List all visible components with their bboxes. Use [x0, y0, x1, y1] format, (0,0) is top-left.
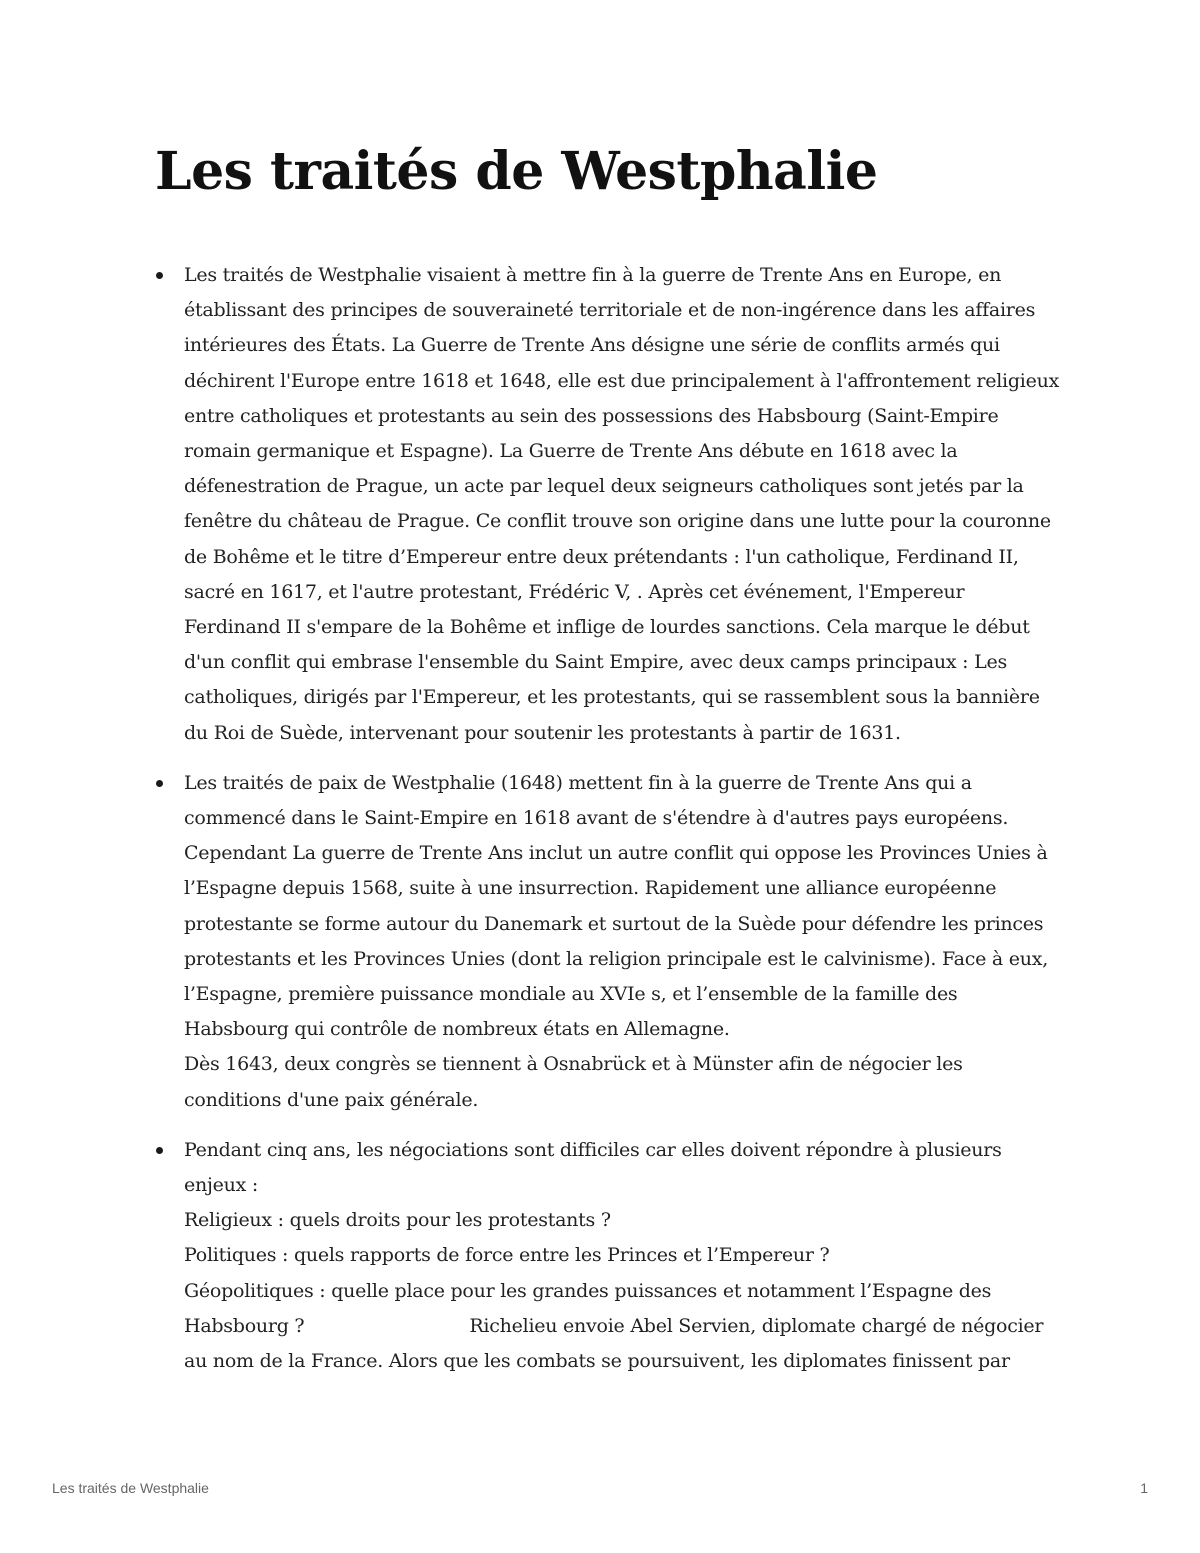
paragraph-text: Pendant cinq ans, les négociations sont difficiles car elles doivent répondre à plusieurs enjeux :: [184, 1138, 1002, 1197]
bullet-list: [155, 258, 1060, 1394]
paragraph-text: [184, 1274, 1060, 1380]
paragraph-text-end: Richelieu envoie Abel Servien, diplomate chargé de négocier au nom de la France. Alors que les combats se poursuivent, les diplomates finissent par: [184, 1314, 1044, 1373]
paragraph-text: Politiques : quels rapports de force entre les Princes et l’Empereur ?: [184, 1244, 830, 1267]
page-footer: [52, 1480, 1148, 1500]
paragraph-text: Dès 1643, deux congrès se tiennent à Osnabrück et à Münster afin de négocier les conditions d'une paix générale.: [184, 1053, 963, 1111]
footer-title: Les traités de Westphalie: [52, 1480, 209, 1496]
page-title: Les traités de Westphalie: [155, 141, 878, 202]
paragraph-text-start: Géopolitiques : quelle place pour les grandes puissances et notamment l’Espagne des Habsbourg ?: [184, 1279, 992, 1337]
bullet-icon: [156, 272, 163, 279]
paragraph-text: Les traités de paix de Westphalie (1648) mettent fin à la guerre de Trente Ans qui a commencé dans le Saint-Empire en 1618 avant de s'étendre à d'autres pays européens. Cependant La guerre de Trente Ans inclut un autre conflit qui oppose les Provinces Unies à l’Espagne depuis 1568, suite à une insurrection. Rapidement une alliance européenne protestante se forme autour du Danemark et surtout de la Suède pour défendre les princes protestants et les Provinces Unies (dont la religion principale est le calvinisme). Face à eux, l’Espagne, première puissance mondiale au XVIe s, et l’ensemble de la famille des Habsbourg qui contrôle de nombreux états en Allemagne.: [184, 771, 1048, 1041]
paragraph-text: Les traités de Westphalie visaient à mettre fin à la guerre de Trente Ans en Europe, en établissant des principes de souveraineté territoriale et de non-ingérence dans les affaires intérieures des États. La Guerre de Trente Ans désigne une série de conflits armés qui déchirent l'Europe entre 1618 et 1648, elle est due principalement à l'affrontement religieux entre catholiques et protestants au sein des possessions des Habsbourg (Saint-Empire romain germanique et Espagne). La Guerre de Trente Ans débute en 1618 avec la défenestration de Prague, un acte par lequel deux seigneurs catholiques sont jetés par la fenêtre du château de Prague. Ce conflit trouve son origine dans une lutte pour la couronne de Bohême et le titre d’Empereur entre deux prétendants : l'un catholique, Ferdinand II, sacré en 1617, et l'autre protestant, Frédéric V, . Après cet événement, l'Empereur Ferdinand II s'empare de la Bohême et inflige de lourdes sanctions. Cela marque le début d'un conflit qui embrase l'ensemble du Saint Empire, avec deux camps principaux : Les catholiques, dirigés par l'Empereur, et les protestants, qui se rassemblent sous la bannière du Roi de Suède, intervenant pour soutenir les protestants à partir de 1631.: [184, 264, 1060, 744]
page-number: 1: [1140, 1480, 1148, 1496]
paragraph-text: Religieux : quels droits pour les protestants ?: [184, 1209, 611, 1232]
bullet-icon: [156, 780, 163, 787]
bullet-item: [155, 766, 1060, 1118]
bullet-item: [155, 1133, 1060, 1379]
bullet-icon: [156, 1147, 163, 1154]
bullet-item: [155, 258, 1060, 751]
